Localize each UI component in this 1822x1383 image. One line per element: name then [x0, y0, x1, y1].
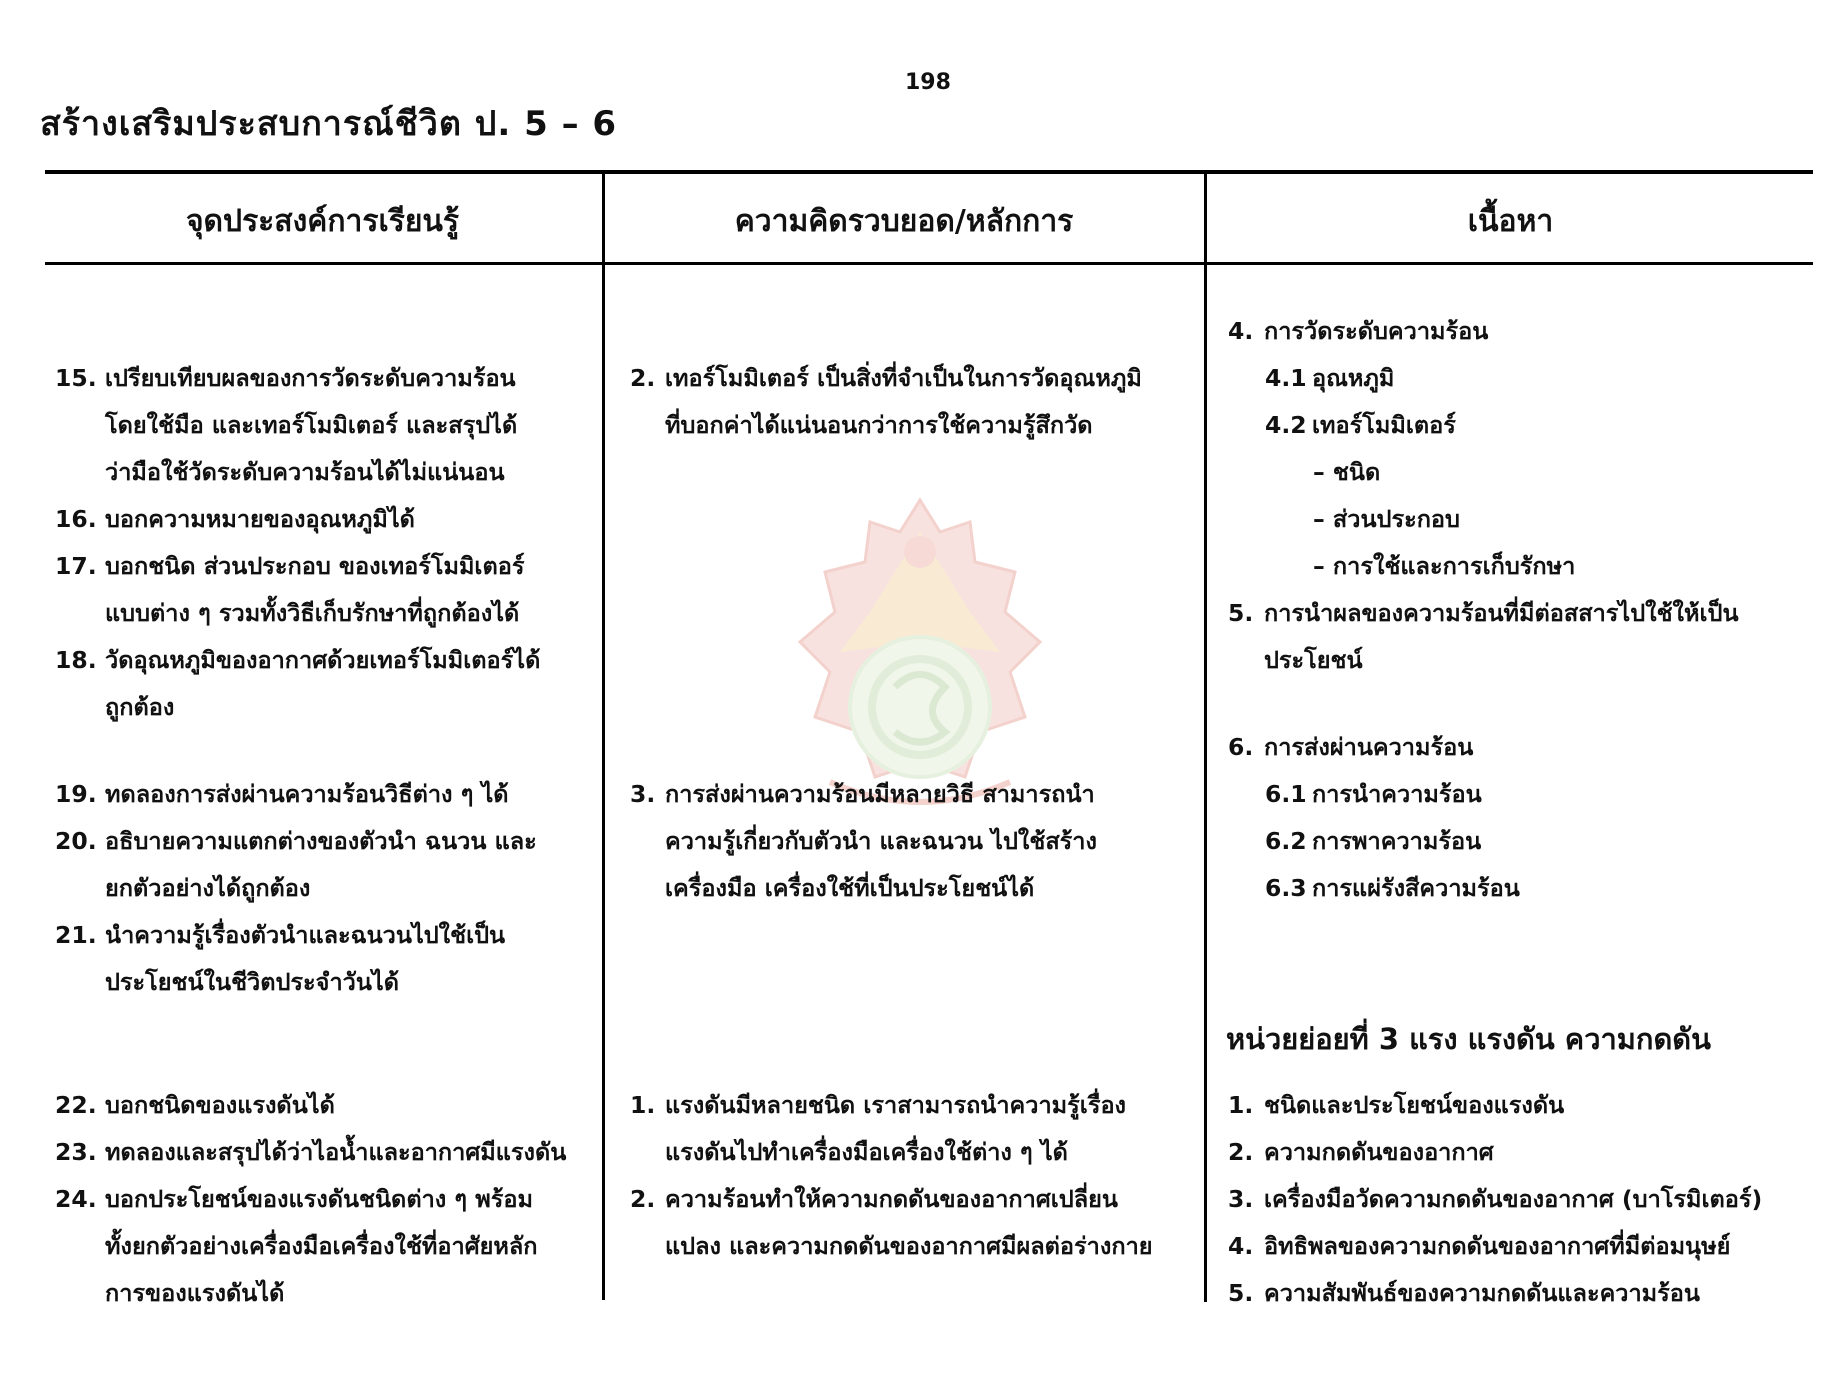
objective-item: 16. บอกความหมายของอุณหภูมิได้: [55, 505, 415, 533]
unit-heading: หน่วยย่อยที่ 3 แรง แรงดัน ความกดดัน: [1226, 1022, 1711, 1056]
objective-item: 22. บอกชนิดของแรงดันได้: [55, 1091, 335, 1119]
watermark-seal-icon: [770, 492, 1070, 812]
content-item-6-2: 6.2 การพาความร้อน: [1265, 827, 1482, 855]
content-item-6-3: 6.3 การแผ่รังสีความร้อน: [1265, 874, 1520, 902]
content-item-6-1: 6.1 การนำความร้อน: [1265, 780, 1482, 808]
objective-item: 21. นำความรู้เรื่องตัวนำและฉนวนไปใช้เป็น ประโยชน์ในชีวิตประจำวันได้: [55, 921, 506, 996]
unit-item: 1. ชนิดและประโยชน์ของแรงดัน: [1228, 1091, 1565, 1119]
content-dash-item: – การใช้และการเก็บรักษา: [1313, 552, 1576, 580]
column-header-concepts: ความคิดรวบยอด/หลักการ: [734, 204, 1074, 239]
content-dash-item: – ส่วนประกอบ: [1313, 505, 1460, 533]
concept-item: 2. ความร้อนทำให้ความกดดันของอากาศเปลี่ยน แปลง และความกดดันของอากาศมีผลต่อร่างกาย: [630, 1185, 1153, 1260]
concept-item: 1. แรงดันมีหลายชนิด เราสามารถนำความรู้เรื่อง แรงดันไปทำเครื่องมือเครื่องใช้ต่าง ๆ ได้: [630, 1091, 1127, 1166]
objective-item: 19. ทดลองการส่งผ่านความร้อนวิธีต่าง ๆ ได้: [55, 780, 509, 808]
page-number: 198: [905, 70, 951, 95]
objective-item: 17. บอกชนิด ส่วนประกอบ ของเทอร์โมมิเตอร์ แบบต่าง ๆ รวมทั้งวิธีเก็บรักษาที่ถูกต้องได้: [55, 552, 525, 627]
concept-item: 3. การส่งผ่านความร้อนมีหลายวิธี สามารถนำ ความรู้เกี่ยวกับตัวนำ และฉนวน ไปใช้สร้าง เครื่องมือ เครื่องใช้ที่เป็นประโยชน์ได้: [630, 780, 1097, 902]
objective-item: 15. เปรียบเทียบผลของการวัดระดับความร้อน โดยใช้มือ และเทอร์โมมิเตอร์ และสรุปได้ ว่ามือใช้วัดระดับความร้อนได้ไม่แน่นอน: [55, 364, 518, 486]
content-item-5: 5. การนำผลของความร้อนที่มีต่อสสารไปใช้ให้เป็น ประโยชน์: [1228, 599, 1739, 674]
table-top-rule: [45, 170, 1813, 174]
objective-item: 24. บอกประโยชน์ของแรงดันชนิดต่าง ๆ พร้อม ทั้งยกตัวอย่างเครื่องมือเครื่องใช้ที่อาศัยหลัก การของแรงดันได้: [55, 1185, 538, 1307]
content-item-6: 6. การส่งผ่านความร้อน: [1228, 733, 1474, 761]
unit-item: 3. เครื่องมือวัดความกดดันของอากาศ (บาโรมิเตอร์): [1228, 1185, 1763, 1213]
table-header-rule: [45, 262, 1813, 265]
column-divider-2: [1204, 172, 1207, 1302]
unit-item: 5. ความสัมพันธ์ของความกดดันและความร้อน: [1228, 1279, 1700, 1307]
concept-item: 2. เทอร์โมมิเตอร์ เป็นสิ่งที่จำเป็นในการวัดอุณหภูมิ ที่บอกค่าได้แน่นอนกว่าการใช้ความรู้สึกวัด: [630, 364, 1142, 439]
column-header-content: เนื้อหา: [1467, 204, 1554, 239]
unit-item: 2. ความกดดันของอากาศ: [1228, 1138, 1494, 1166]
document-title: สร้างเสริมประสบการณ์ชีวิต ป. 5 – 6: [40, 104, 618, 144]
content-dash-item: – ชนิด: [1313, 458, 1381, 486]
objective-item: 23. ทดลองและสรุปได้ว่าไอน้ำและอากาศมีแรงดัน: [55, 1138, 567, 1166]
unit-item: 4. อิทธิพลของความกดดันของอากาศที่มีต่อมนุษย์: [1228, 1232, 1731, 1260]
content-item-4: 4. การวัดระดับความร้อน: [1228, 317, 1489, 345]
column-divider-1: [602, 172, 605, 1300]
objective-item: 20. อธิบายความแตกต่างของตัวนำ ฉนวน และ ยกตัวอย่างได้ถูกต้อง: [55, 827, 537, 902]
column-header-objectives: จุดประสงค์การเรียนรู้: [185, 204, 460, 239]
objective-item: 18. วัดอุณหภูมิของอากาศด้วยเทอร์โมมิเตอร์ได้ ถูกต้อง: [55, 646, 541, 721]
content-item-4-1: 4.1 อุณหภูมิ: [1265, 364, 1395, 392]
content-item-4-2: 4.2 เทอร์โมมิเตอร์: [1265, 411, 1456, 439]
